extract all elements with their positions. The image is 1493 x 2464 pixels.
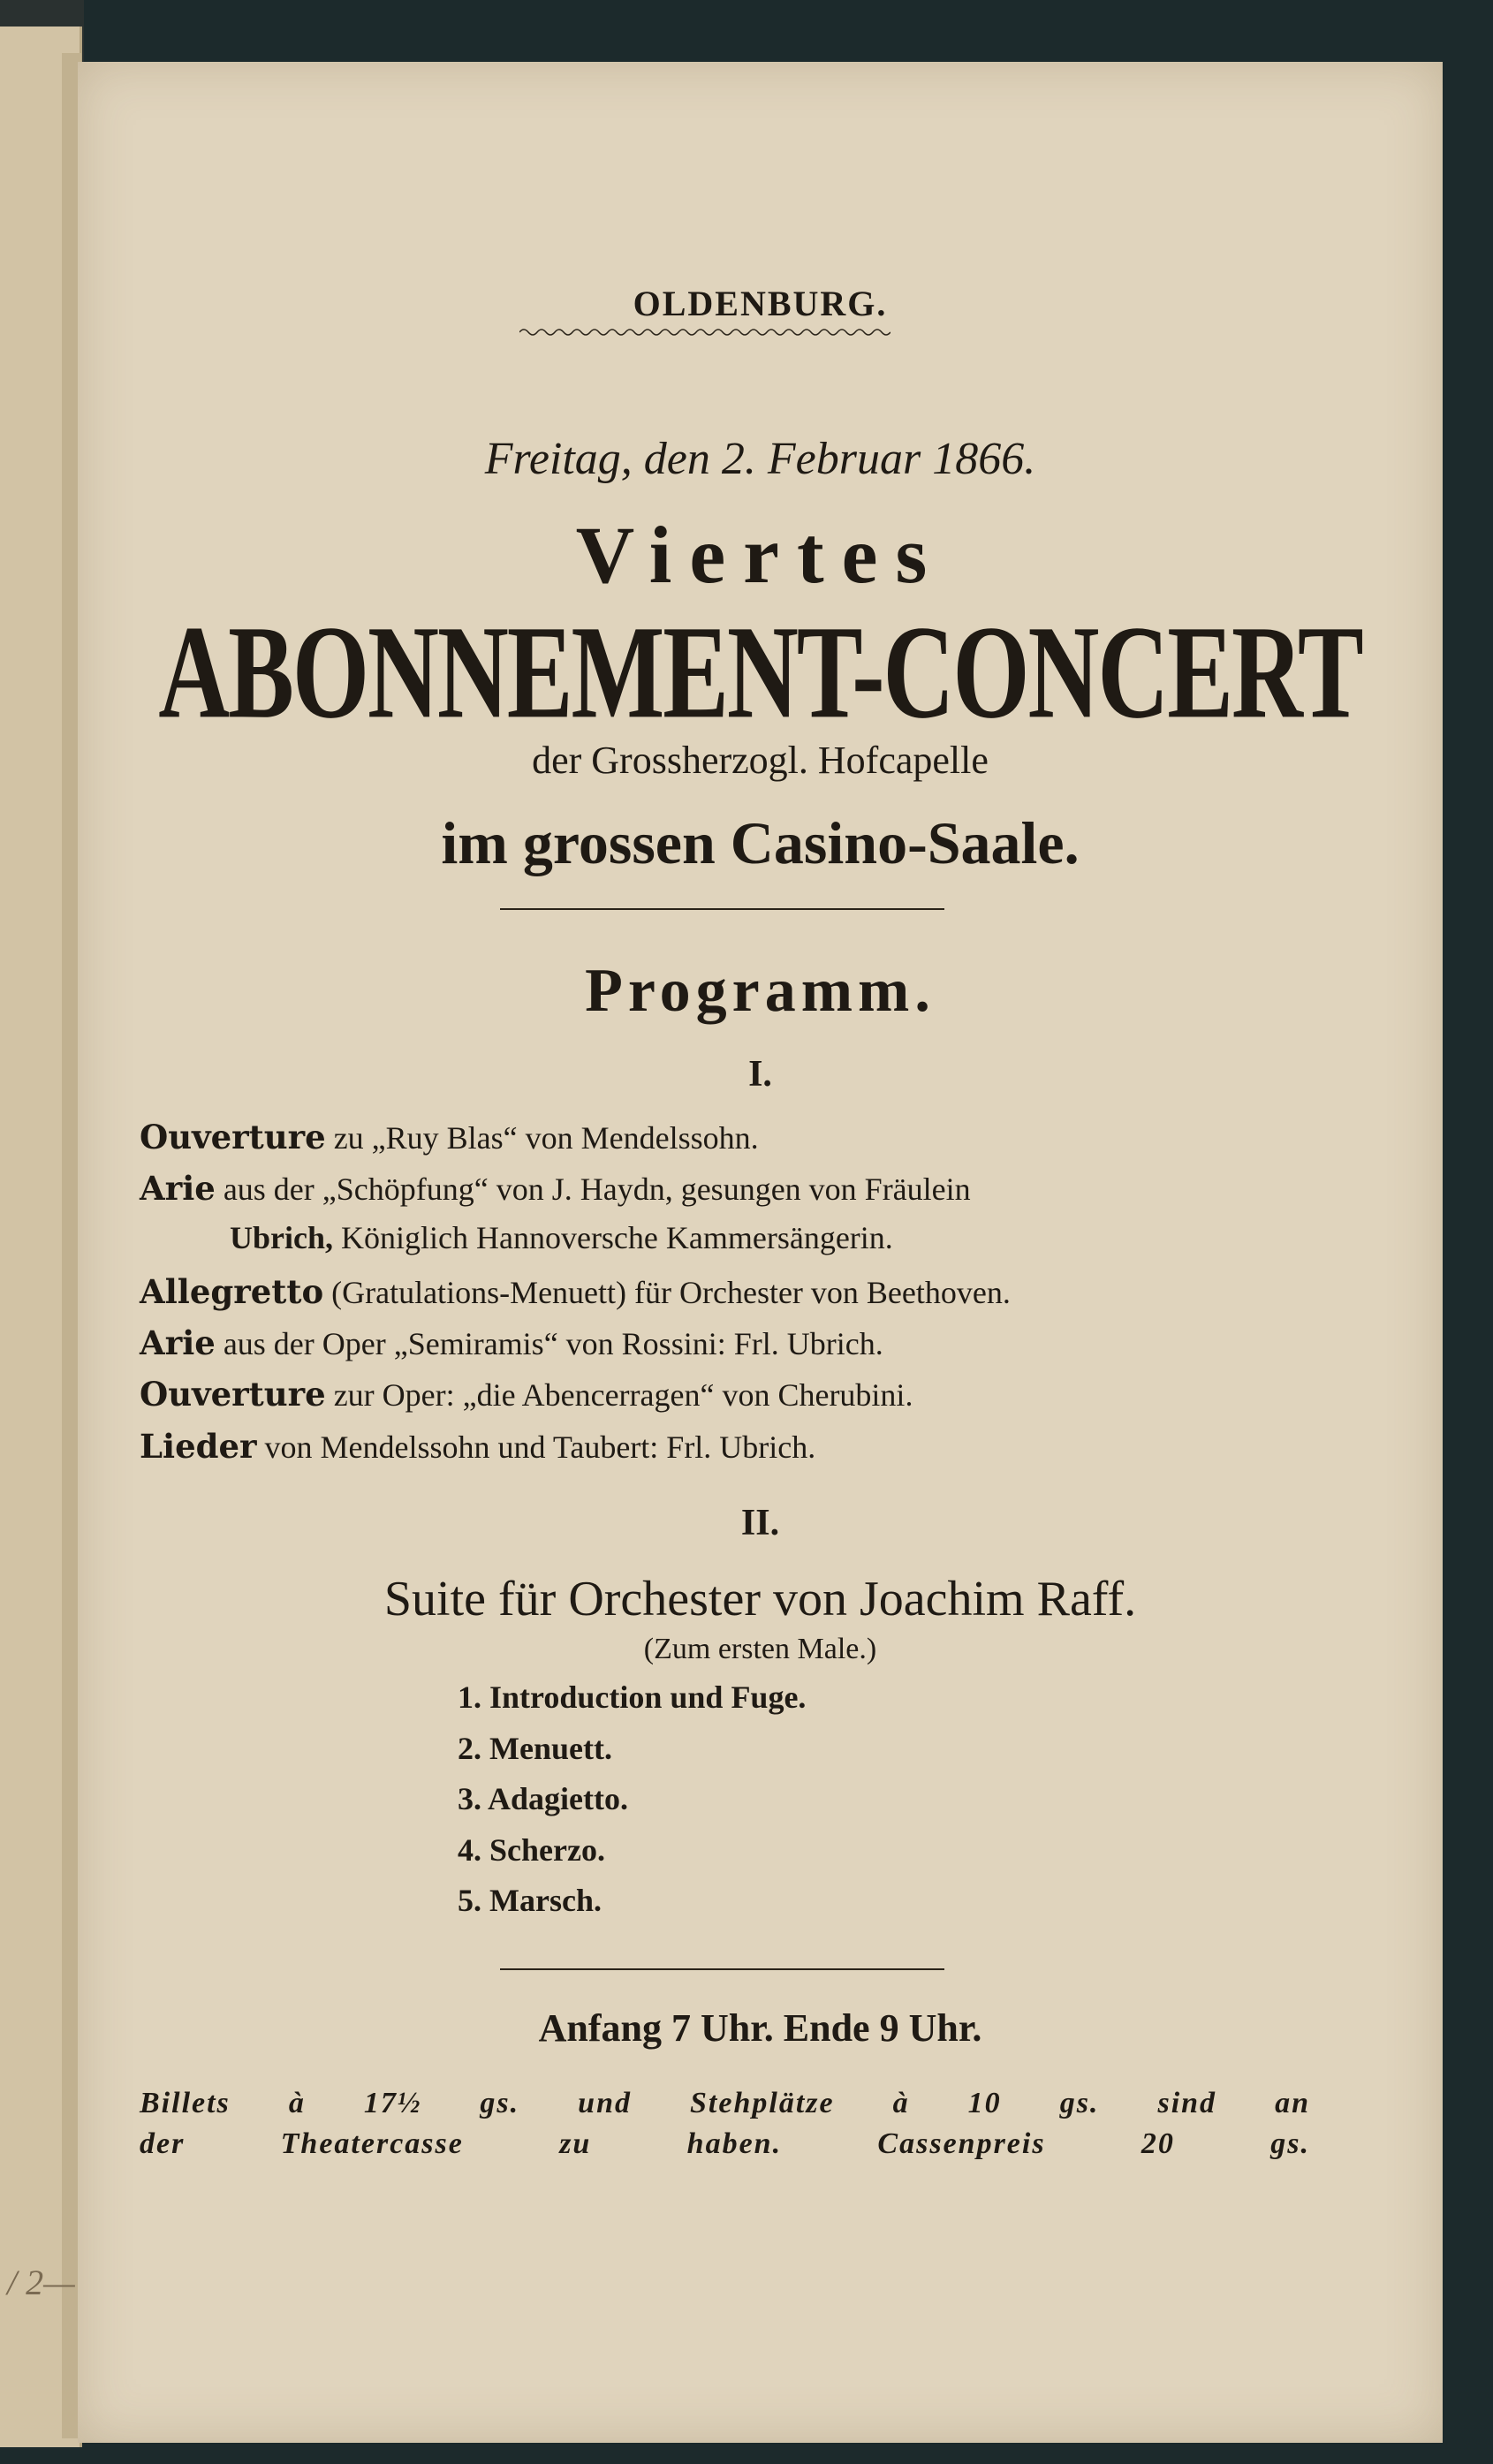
wavy-underline <box>519 327 890 337</box>
concert-times: Anfang 7 Uhr. Ende 9 Uhr. <box>538 2006 982 2050</box>
concert-date: Freitag, den 2. Februar 1866. <box>484 434 1036 484</box>
item-text: zur Oper: „die Abencerragen“ von Cherubini. <box>325 1377 913 1413</box>
concert-programme-page <box>78 62 1443 2443</box>
concert-title: ABONNEMENT-CONCERT <box>158 598 1362 747</box>
part-two-numeral: II. <box>740 1503 780 1543</box>
item-title: Ouverture <box>140 1118 326 1156</box>
ticket-info-line: der Theatercasse zu haben. Cassenpreis 20 gs. <box>140 2127 1310 2160</box>
singer-description: Königlich Hannoversche Kammersängerin. <box>333 1220 893 1255</box>
concert-number: Viertes <box>575 510 945 600</box>
programme-item <box>140 1272 1011 1311</box>
programme-item <box>140 1118 759 1156</box>
pencil-margin-note: / 2— <box>7 2263 75 2302</box>
suite-title: Suite für Orchester von Joachim Raff. <box>383 1572 1137 1626</box>
suite-subtitle: (Zum ersten Male.) <box>643 1633 877 1665</box>
programme-item-continuation <box>230 1219 893 1256</box>
divider-rule <box>500 908 944 910</box>
programme-item <box>140 1169 971 1208</box>
item-text: zu „Ruy Blas“ von Mendelssohn. <box>325 1120 759 1156</box>
item-text: (Gratulations-Menuett) für Orchester von Beethoven. <box>323 1275 1011 1310</box>
item-text: aus der Oper „Semiramis“ von Rossini: Frl. Ubrich. <box>215 1326 883 1361</box>
divider-rule <box>500 1968 944 1970</box>
item-text: aus der „Schöpfung“ von J. Haydn, gesungen von Fräulein <box>215 1171 971 1207</box>
item-text: von Mendelssohn und Taubert: Frl. Ubrich. <box>256 1429 816 1465</box>
item-title: Allegretto <box>140 1272 324 1311</box>
movement-item: 3. Adagietto. <box>458 1781 628 1816</box>
movement-item: 1. Introduction und Fuge. <box>458 1679 807 1715</box>
movement-item: 5. Marsch. <box>458 1883 602 1918</box>
singer-name: Ubrich, <box>230 1220 333 1255</box>
venue-line: im grossen Casino-Saale. <box>441 809 1080 876</box>
ticket-info-line: Billets à 17½ gs. und Stehplätze à 10 gs. sind an <box>140 2087 1310 2119</box>
programme-item <box>140 1375 913 1414</box>
part-one-numeral: I. <box>748 1054 772 1095</box>
item-title: Arie <box>140 1169 216 1208</box>
movement-item: 2. Menuett. <box>458 1731 612 1766</box>
programme-item <box>140 1323 883 1362</box>
movement-item: 4. Scherzo. <box>458 1832 605 1868</box>
programme-heading: Programm. <box>585 957 936 1025</box>
item-title: Ouverture <box>140 1375 326 1414</box>
item-title: Arie <box>140 1323 216 1362</box>
city-heading: OLDENBURG. <box>633 284 888 323</box>
item-title: Lieder <box>140 1427 257 1466</box>
programme-item <box>140 1427 815 1466</box>
performer-line: der Grossherzogl. Hofcapelle <box>532 739 989 782</box>
